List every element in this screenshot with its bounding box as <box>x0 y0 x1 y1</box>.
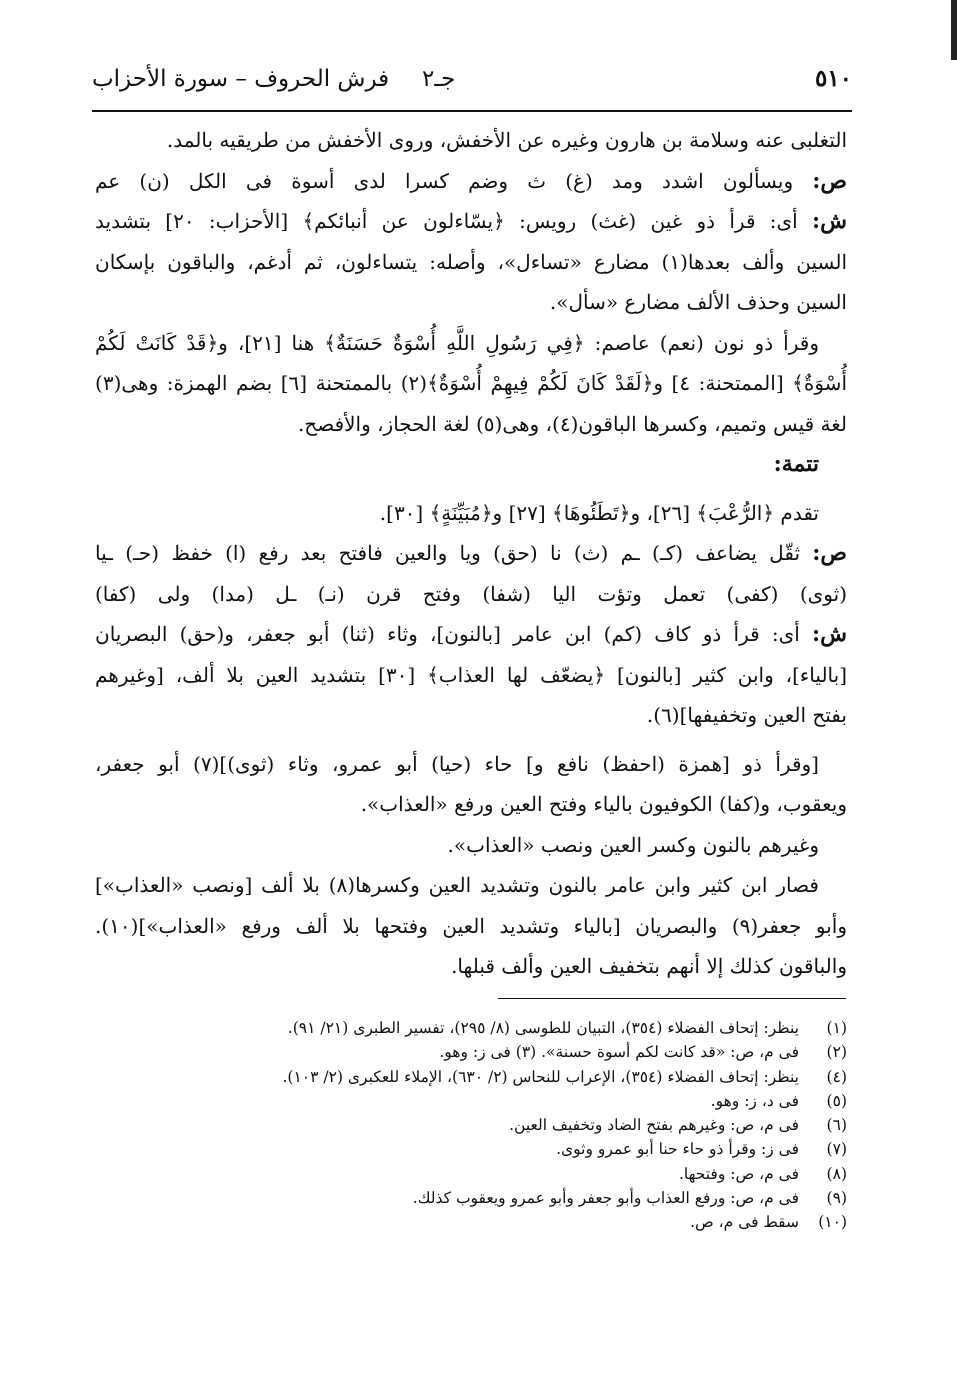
footnote-text: فى م، ص: وغيرهم بفتح الضاد وتخفيف العين. <box>509 1116 799 1135</box>
footnote-number: (٢) <box>826 1043 847 1062</box>
commentary-label: ش: <box>812 621 847 647</box>
verse-text: ثقّل يضاعف (كـ) ـم (ث) نا (حق) ويا والعين فافتح بعد رفع (ا) خفظ (حـ) ـيا <box>95 541 801 565</box>
verse-label: ص: <box>812 540 847 566</box>
footnote-text: فى م، ص: وفتحها. <box>678 1164 799 1183</box>
footnote-text: ينظر: إتحاف الفضلاء (٣٥٤)، التبيان للطوسى (٨/ ٢٩٥)، تفسير الطبرى (٢١/ ٩١). <box>287 1019 799 1037</box>
verse-label: ص: <box>812 167 847 194</box>
footnote-text: فى ز: وقرأ ذو حاء حنا أبو عمرو وثوى. <box>556 1140 799 1159</box>
running-header <box>92 62 852 102</box>
footnote-text: فى م، ص: ورفع العذاب وأبو جعفر وأبو عمرو ويعقوب كذلك. <box>412 1189 799 1208</box>
footnote <box>95 1210 847 1234</box>
footnote-text: ينظر: إتحاف الفضلاء (٣٥٤)، الإعراب للنحاس (٢/ ٦٣٠)، الإملاء للعكبرى (٢/ ١٠٣). <box>282 1067 799 1086</box>
verse-line <box>95 533 847 574</box>
header-rule <box>92 110 852 112</box>
text-line: لغة قيس وتميم، وكسرها الباقون(٤)، وهى(٥) لغة الحجاز، والأفصح. <box>297 411 847 436</box>
text-line: وأبو جعفر(٩) والبصريان [بالياء وتشديد العين وفتحها بلا ألف ورفع «العذاب»](١٠). <box>95 913 847 938</box>
text-line: تقدم ﴿الرُّعْبَ﴾ [٢٦]، و﴿تَطَئُوهَا﴾ [٢٧] و﴿مُبَيِّنَةٍ﴾ [٣٠]. <box>379 500 819 525</box>
page-number: ٥١٠ <box>814 65 852 92</box>
commentary-label: ش: <box>812 208 847 234</box>
footnote <box>95 1137 847 1161</box>
footnote-number: (٧) <box>826 1140 847 1159</box>
footnotes <box>95 1016 847 1235</box>
text-line: فصار ابن كثير وابن عامر بالنون وتشديد العين وكسرها(٨) بلا ألف [ونصب «العذاب»] <box>95 873 819 897</box>
text-line: أُسْوَةٌ﴾ [الممتحنة: ٤] و﴿لَقَدْ كَانَ لَكُمْ فِيهِمْ أُسْوَةٌ﴾(٢) بالممتحنة [٦] بضم الهمزة: وهى(٣) <box>95 371 847 395</box>
running-title: فرش الحروف – سورة الأحزاب <box>92 66 390 92</box>
footnote <box>95 1040 847 1064</box>
footnote-number: (٨) <box>826 1164 847 1183</box>
tatimma-heading: تتمة: <box>773 451 819 477</box>
footnote-rule <box>498 998 846 999</box>
text-line: وقرأ ذو نون (نعم) عاصم: ﴿فِي رَسُولِ اللَّهِ أُسْوَةٌ حَسَنَةٌ﴾ هنا [٢١]، و﴿قَدْ كَانَتْ لَكُمْ <box>95 330 819 355</box>
text-line: وغيرهم بالنون وكسر العين ونصب «العذاب». <box>447 832 819 857</box>
commentary-text: أى: قرأ ذو غين (غث) رويس: ﴿يسّاءلون عن أنبائكم﴾ [الأحزاب: ٢٠] بتشديد <box>95 209 798 233</box>
footnote <box>95 1113 847 1137</box>
footnote <box>95 1065 847 1089</box>
text-line: [وقرأ ذو [همزة (احفظ) نافع و] حاء (حيا) أبو عمرو، وثاء (ثوى)](٧) أبو جعفر، <box>95 751 819 776</box>
text-line: السين وحذف الألف مضارع «سأل». <box>549 290 847 314</box>
footnote-number: (١) <box>826 1019 847 1037</box>
text-line: والباقون كذلك إلا أنهم بتخفيف العين وألف قبلها. <box>451 954 847 978</box>
footnote <box>95 1016 847 1040</box>
footnote-text: سقط فى م، ص. <box>690 1213 799 1232</box>
footnote <box>95 1162 847 1186</box>
commentary-line <box>95 201 847 242</box>
spacer <box>95 736 847 744</box>
text-line: بفتح العين وتخفيفها](٦). <box>646 703 847 727</box>
footnote-number: (٩) <box>826 1189 847 1208</box>
verse-line <box>95 161 847 202</box>
spacer <box>95 485 847 493</box>
footnote-number: (١٠) <box>818 1213 847 1232</box>
volume-number: جـ٢ <box>422 66 456 92</box>
verse-line: (ثوى) (كفى) تعمل وتؤت اليا (شفا) وفتح قرن (نـ) ـل (مدا) ولى (كفا) <box>95 581 847 606</box>
footnote-number: (٥) <box>826 1091 847 1110</box>
commentary-text: أى: قرأ ذو كاف (كم) ابن عامر [بالنون]، وثاء (ثنا) أبو جعفر، و(حق) البصريان <box>95 622 800 646</box>
verse-text: ويسألون اشدد ومد (غ) ث وضم كسرا لدى أسوة فى الكل (ن) عم <box>95 168 794 193</box>
text-line: التغلبى عنه وسلامة بن هارون وغيره عن الأخفش، وروى الأخفش من طريقيه بالمد. <box>166 128 847 152</box>
footnote <box>95 1089 847 1113</box>
footnote <box>95 1186 847 1210</box>
page-edge-mark <box>951 0 957 60</box>
text-line: السين وألف بعدها(١) مضارع «تساءل»، وأصله: يتساءلون، ثم أدغم، والباقون بإسكان <box>95 249 847 274</box>
footnote-text: فى م، ص: «قد كانت لكم أسوة حسنة». (٣) فى ز: وهو. <box>439 1043 799 1062</box>
text-line: [بالياء]، وابن كثير [بالنون] ﴿يضعّف لها العذاب﴾ [٣٠] بتشديد العين بلا ألف، [وغيرهم <box>95 662 847 687</box>
footnote-number: (٦) <box>826 1116 847 1135</box>
commentary-line <box>95 614 847 655</box>
footnote-text: فى د، ز: وهو. <box>710 1091 799 1110</box>
text-line: ويعقوب، و(كفا) الكوفيون بالياء وفتح العين ورفع «العذاب». <box>360 792 847 816</box>
main-text <box>95 120 847 987</box>
footnote-number: (٤) <box>826 1067 847 1086</box>
section-heading <box>95 444 847 485</box>
